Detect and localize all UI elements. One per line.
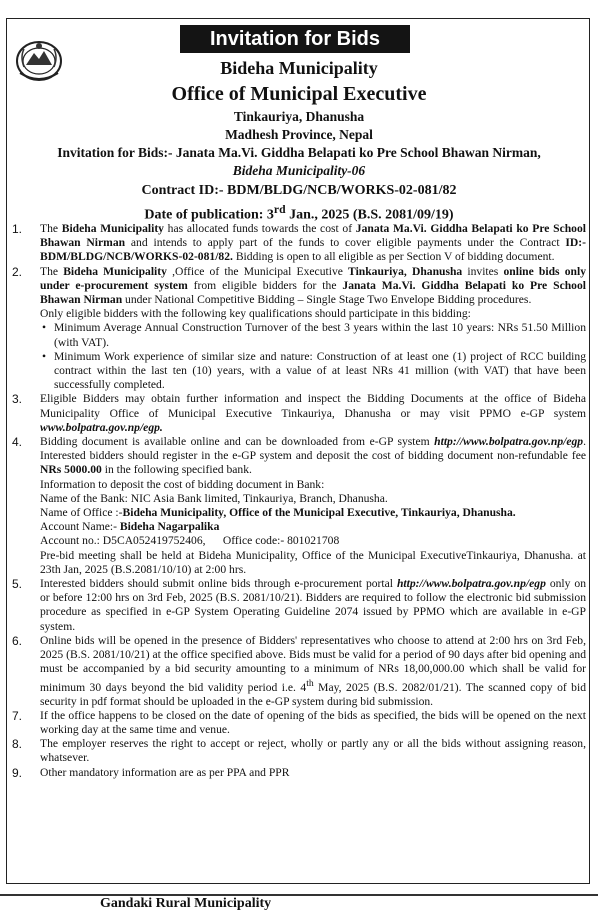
qualification-bullet: • Minimum Work experience of similar size and nature: Construction of at least one (1) project of RCC building contract within the last ten (10) years, with a value of at least NRs 41 million (with VAT) that have been successfully completed.: [40, 350, 586, 393]
item-number: 1.: [12, 222, 23, 236]
pre-bid-meeting: Pre-bid meeting shall be held at Bideha Municipality, Office of the Municipal ExecutiveTinkauriya, Dhanusha. at 23th Jan, 2025 (B.S.2081/10/10) at 2:00 hrs.: [40, 548, 586, 576]
place-name: Tinkauriya, Dhanusha: [233, 109, 365, 124]
item-number: 2.: [12, 264, 23, 279]
egp-link[interactable]: www.bolpatra.gov.np/egp.: [40, 420, 163, 434]
account-number: Account no.: D5CA052419752406, Office code:- 801021708: [40, 534, 340, 548]
province-name: Madhesh Province, Nepal: [225, 127, 373, 142]
publication-date: Date of publication: 3rd Jan., 2025 (B.S. 2081/09/19): [144, 203, 454, 223]
egp-link[interactable]: http://www.bolpatra.gov.np/egp: [396, 577, 546, 591]
bank-info-heading: Information to deposit the cost of bidding document in Bank:: [40, 477, 325, 491]
item-number: 5.: [12, 577, 23, 592]
qualification-intro: Only eligible bidders with the following key qualifications should participate in this bidding:: [40, 307, 471, 321]
item-number: 3.: [12, 392, 23, 407]
item-number: 8.: [12, 737, 23, 752]
egp-link[interactable]: http://www.bolpatra.gov.np/egp: [434, 435, 584, 449]
list-item: 2. The Bideha Municipality ,Office of the Municipal Executive Tinkauriya, Dhanusha invites online bids only under e-procurement system from eligible bidders for the Janata Ma.Vi. Giddha Belapati ko Pre School Bhawan Nirman under National Competitive Bidding – Single Stage Two Envelope Bidding procedures. Only eligible bidders with the following key qualifications should participate in this bidding: • Minimum Average Annual Construction Turnover of the best 3 years within the last 10 years: NRs 51.50 Million (with VAT). • Minimum Work experience of similar size and nature: Construction of at least one (1) project of RCC building contract within the last ten (10) years, with a value of at least NRs 41 million (with VAT) that have been successfully completed.: [10, 265, 586, 393]
office-name: Office of Municipal Executive: [171, 83, 427, 105]
office-line: Name of Office :-Bideha Municipality, Office of the Municipal Executive, Tinkauriya, Dhanusha.: [40, 506, 516, 520]
page-divider: [0, 894, 598, 896]
list-item: 4. Bidding document is available online and can be downloaded from e-GP system http://www.bolpatra.gov.np/egp. Interested bidders should register in the e-GP system and deposit the cost of bidding document non-refundable fee NRs 5000.00 in the following specified bank. Information to deposit the cost of bidding document in Bank: Name of the Bank: NIC Asia Bank limited, Tinkauriya, Branch, Dhanusha. Name of Office :-Bideha Municipality, Office of the Municipal Executive, Tinkauriya, Dhanusha. Account Name:- Bideha Nagarpalika Account no.: D5CA052419752406, Office code:- 801021708 Pre-bid meeting shall be held at Bideha Municipality, Office of the Municipal ExecutiveTinkauriya, Dhanusha. at 23th Jan, 2025 (B.S.2081/10/10) at 2:00 hrs.: [12, 435, 586, 576]
notice-body: [10, 222, 586, 780]
org-name: Bideha Municipality: [220, 58, 378, 78]
item-number: 9.: [12, 765, 23, 780]
list-item: 3. Eligible Bidders may obtain further information and inspect the Bidding Documents at the office of Bideha Municipality Office of Municipal Executive Tinkauriya, Dhanusha or may visit PPMO e-GP system www.bolpatra.gov.np/egp.: [12, 392, 586, 434]
list-item: 6. Online bids will be opened in the presence of Bidders' representatives who choose to attend at 2:00 hrs on 3rd Feb, 2025 (B.S. 2081/10/21) at the office specified above. Bids must be valid for a period of 90 days after bid opening and must be accompanied by a bid security amounting to a minimum of NRs 18,00,000.00 which shall be valid for minimum 30 days beyond the bid validity period i.e. 4th May, 2025 (B.S. 2082/01/21). The scanned copy of bid security in pdf format should be uploaded in the e-GP system during bid submission.: [12, 633, 586, 708]
item-number: 4.: [12, 435, 23, 450]
invitation-banner: Invitation for Bids: [180, 25, 410, 53]
next-notice-title: Gandaki Rural Municipality: [100, 896, 272, 911]
ward-name: Bideha Municipality-06: [232, 163, 366, 178]
item-number: 6.: [12, 633, 23, 648]
list-item: 7. If the office happens to be closed on the date of opening of the bids as specified, the bids will be opened on the next working day at the same time and venue.: [12, 708, 586, 736]
bank-name: Name of the Bank: NIC Asia Bank limited, Tinkauriya, Branch, Dhanusha.: [40, 491, 388, 505]
list-item: 9. Other mandatory information are as per PPA and PPR: [12, 765, 290, 780]
list-item: 8. The employer reserves the right to accept or reject, wholly or partly any or all the bids without assigning reason, whatsever.: [12, 737, 586, 765]
invitation-title: Invitation for Bids:- Janata Ma.Vi. Giddha Belapati ko Pre School Bhawan Nirman,: [57, 145, 541, 160]
qualification-bullet: • Minimum Average Annual Construction Turnover of the best 3 years within the last 10 years: NRs 51.50 Million (with VAT).: [40, 321, 586, 349]
list-item: 5. Interested bidders should submit online bids through e-procurement portal http://www.bolpatra.gov.np/egp only on or before 12:00 hrs on 3rd Feb, 2025 (B.S. 2081/10/21). Bidders are required to follow the electronic bid submission procedure as specified in e-GP System Operating Guideline 2074 issued by PPMO which are available in e-GP system.: [12, 577, 586, 633]
list-item: 1. The Bideha Municipality has allocated funds towards the cost of Janata Ma.Vi. Giddha Belapati ko Pre School Bhawan Nirman and intends to apply part of the funds to cover eligible payments under the Contract ID:- BDM/BLDG/NCB/WORKS-02-081/82. Bidding is open to all eligible as per Section V of bidding document.: [12, 222, 586, 264]
account-name: Account Name:- Bideha Nagarpalika: [40, 520, 220, 534]
contract-id: Contract ID:- BDM/BLDG/NCB/WORKS-02-081/82: [141, 183, 457, 198]
item-number: 7.: [12, 708, 23, 723]
